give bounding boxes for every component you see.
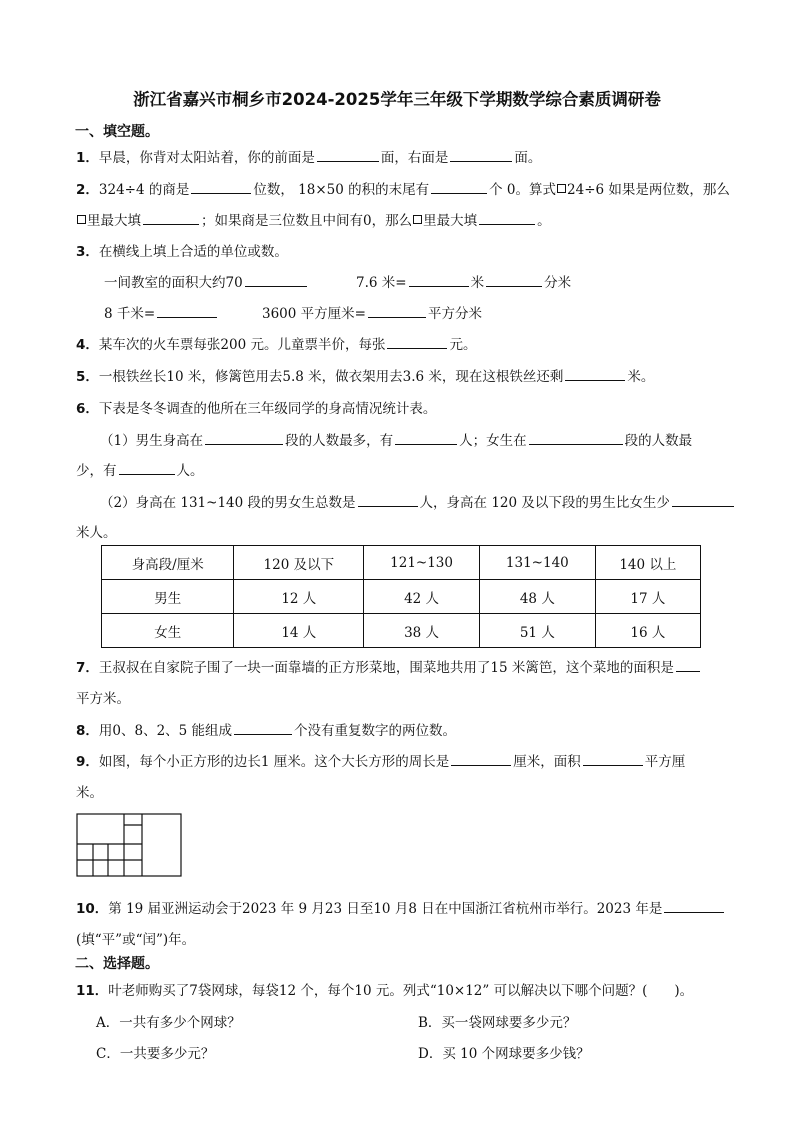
question-text: 一间教室的面积大约70: [104, 275, 243, 291]
question-text: 7.6 米=: [356, 275, 407, 291]
answer-blank[interactable]: [672, 492, 734, 507]
question-text: 里最大填: [423, 213, 478, 229]
question-text: 叶老师购买了7袋网球，每袋12 个，每个10 元。列式“10×12” 可以解决以下哪个问题？( )。: [108, 983, 694, 999]
table-header-cell: 131~140: [479, 546, 595, 580]
question-number: 11．: [76, 983, 109, 999]
table-header-cell: 身高段/厘米: [102, 546, 234, 580]
question-text: 面，右面是: [380, 150, 449, 166]
question-6-part-1: [100, 429, 692, 449]
question-6: [76, 397, 436, 417]
option-c[interactable]: C．一共要多少元？: [96, 1046, 215, 1062]
table-cell: 17 人: [595, 580, 700, 614]
answer-blank[interactable]: [317, 147, 379, 162]
question-number: 7．: [76, 660, 99, 676]
answer-blank[interactable]: [431, 179, 487, 194]
table-header-cell: 121~130: [364, 546, 480, 580]
question-number: 10．: [76, 901, 109, 917]
answer-blank[interactable]: [368, 303, 426, 318]
box-placeholder: [77, 215, 86, 224]
question-text: 在横线上填上合适的单位或数。: [98, 244, 288, 260]
answer-blank[interactable]: [676, 657, 700, 672]
answer-blank[interactable]: [479, 210, 535, 225]
question-2-cont: [76, 209, 551, 229]
answer-blank[interactable]: [387, 334, 447, 349]
question-number: 4．: [76, 337, 99, 353]
answer-blank[interactable]: [245, 272, 307, 287]
question-text: 少，有: [76, 463, 117, 479]
question-text: 平方分米: [427, 306, 482, 322]
question-text: 人。: [176, 463, 204, 479]
question-11: [76, 979, 693, 999]
question-6-part-2-cont: [76, 521, 117, 541]
question-text: （1）男生身高在: [100, 433, 204, 449]
question-text: 。: [537, 213, 551, 229]
question-text: 324÷4 的商是: [98, 182, 190, 198]
question-3-item-c: [104, 302, 219, 322]
question-text: 段的人数最多，有: [285, 433, 394, 449]
question-number: 3．: [76, 244, 99, 260]
question-text: 如图，每个小正方形的边长1 厘米。这个大长方形的周长是: [98, 754, 450, 770]
table-header-row: [102, 546, 701, 580]
answer-blank[interactable]: [486, 272, 542, 287]
table-header-cell: 120 及以下: [234, 546, 364, 580]
question-text: 个 0。算式: [489, 182, 557, 198]
box-placeholder: [557, 184, 566, 193]
question-text: 米。: [76, 785, 103, 801]
question-number: 6．: [76, 401, 99, 417]
answer-blank[interactable]: [143, 210, 199, 225]
question-3-item-d: [262, 302, 482, 322]
question-text: （2）身高在 131~140 段的男女生总数是: [100, 495, 356, 511]
answer-blank[interactable]: [234, 720, 292, 735]
question-text: 米。: [627, 369, 655, 385]
question-text: 平方米。: [76, 691, 130, 707]
table-cell: 48 人: [479, 580, 595, 614]
question-10-cont: [76, 928, 195, 948]
question-4: [76, 333, 476, 353]
question-text: 米人。: [76, 525, 117, 541]
question-text: ；如果商是三位数且中间有0，那么: [201, 213, 413, 229]
option-b[interactable]: B．买一袋网球要多少元？: [418, 1015, 577, 1031]
question-7: [76, 656, 702, 676]
question-number: 2．: [76, 182, 99, 198]
table-header-cell: 140 以上: [595, 546, 700, 580]
question-number: 1．: [76, 150, 99, 166]
question-3-item-b: [356, 271, 571, 291]
answer-blank[interactable]: [664, 898, 724, 913]
page-title: 浙江省嘉兴市桐乡市2024-2025学年三年级下学期数学综合素质调研卷: [133, 90, 661, 109]
question-text: (填“平”或“闰”)年。: [76, 932, 196, 948]
question-text: 个没有重复数字的两位数。: [294, 723, 457, 739]
table-cell: 38 人: [364, 614, 480, 648]
rectangle-grid-figure: [76, 813, 182, 877]
answer-blank[interactable]: [191, 179, 251, 194]
answer-blank[interactable]: [205, 430, 283, 445]
question-7-cont: [76, 687, 130, 707]
question-2: [76, 178, 730, 198]
table-cell: 男生: [102, 580, 234, 614]
answer-blank[interactable]: [157, 303, 217, 318]
answer-blank[interactable]: [395, 430, 457, 445]
question-9-cont: [76, 781, 103, 801]
question-text: 某车次的火车票每张200 元。儿童票半价，每张: [98, 337, 386, 353]
table-cell: 女生: [102, 614, 234, 648]
question-text: 第 19 届亚洲运动会于2023 年 9 月23 日至10 月8 日在中国浙江省杭州市举行。2023 年是: [108, 901, 663, 917]
question-text: 王叔叔在自家院子围了一块一面靠墙的正方形菜地，围菜地共用了15 米篱笆，这个菜地的面积是: [98, 660, 674, 676]
question-text: 3600 平方厘米=: [262, 306, 366, 322]
table-cell: 14 人: [234, 614, 364, 648]
question-text: 人，身高在 120 及以下段的男生比女生少: [419, 495, 670, 511]
question-text: 人；女生在: [459, 433, 527, 449]
table-cell: 16 人: [595, 614, 700, 648]
question-6-part-1-cont: [76, 459, 204, 479]
question-text: 厘米，面积: [513, 754, 581, 770]
answer-blank[interactable]: [529, 430, 623, 445]
section-heading-multiple-choice: 二、选择题。: [75, 956, 159, 972]
question-text: 面。: [514, 150, 542, 166]
question-text: 米: [470, 275, 485, 291]
option-d[interactable]: D．买 10 个网球要多少钱？: [418, 1046, 590, 1062]
question-text: 用0、8、2、5 能组成: [98, 723, 233, 739]
answer-blank[interactable]: [451, 751, 511, 766]
section-heading-fill-blank: 一、填空题。: [75, 124, 159, 140]
table-cell: 42 人: [364, 580, 480, 614]
question-number: 5．: [76, 369, 99, 385]
question-6-part-2: [100, 491, 736, 511]
question-text: 平方厘: [644, 754, 686, 770]
question-number: 8．: [76, 723, 99, 739]
answer-blank[interactable]: [409, 272, 469, 287]
question-5: [76, 365, 654, 385]
question-text: 里最大填: [87, 213, 141, 229]
height-statistics-table: [101, 545, 701, 648]
table-row: [102, 614, 701, 648]
question-text: 元。: [449, 337, 477, 353]
question-text: 早晨，你背对太阳站着，你的前面是: [98, 150, 315, 166]
question-text: 位数， 18×50 的积的末尾有: [253, 182, 430, 198]
question-3-item-a: [104, 271, 309, 291]
answer-blank[interactable]: [565, 366, 625, 381]
question-10: [76, 897, 726, 917]
answer-blank[interactable]: [450, 147, 512, 162]
question-9: [76, 750, 685, 770]
table-cell: 51 人: [479, 614, 595, 648]
table-cell: 12 人: [234, 580, 364, 614]
answer-blank[interactable]: [119, 460, 175, 475]
question-text: 段的人数最: [624, 433, 693, 449]
question-1: [76, 146, 541, 166]
box-placeholder: [413, 215, 422, 224]
table-row: [102, 580, 701, 614]
question-text: 下表是冬冬调查的他所在三年级同学的身高情况统计表。: [98, 401, 437, 417]
question-text: 一根铁丝长10 米，修篱笆用去5.8 米，做衣架用去3.6 米，现在这根铁丝还剩: [98, 369, 564, 385]
question-text: 8 千米=: [104, 306, 156, 322]
question-text: 分米: [544, 275, 572, 291]
question-3: [76, 240, 288, 260]
question-number: 9．: [76, 754, 99, 770]
question-text: 24÷6 如果是两位数，那么: [567, 182, 730, 198]
option-a[interactable]: A．一共有多少个网球？: [96, 1015, 241, 1031]
question-8: [76, 719, 456, 739]
answer-blank[interactable]: [358, 492, 418, 507]
answer-blank[interactable]: [583, 751, 643, 766]
